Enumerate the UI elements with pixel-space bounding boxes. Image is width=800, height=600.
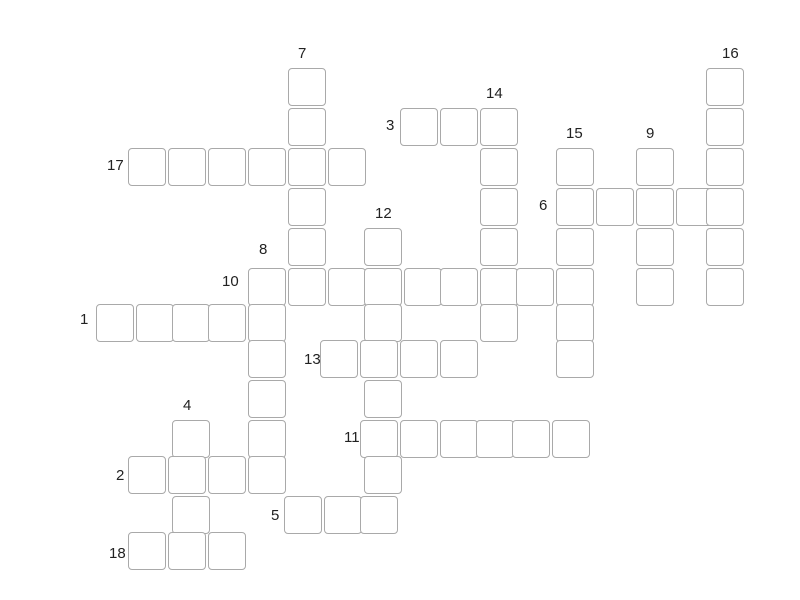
crossword-cell[interactable]: [248, 340, 286, 378]
crossword-cell[interactable]: [440, 108, 478, 146]
crossword-cell[interactable]: [706, 108, 744, 146]
crossword-cell[interactable]: [288, 148, 326, 186]
crossword-cell[interactable]: [400, 340, 438, 378]
crossword-cell[interactable]: [96, 304, 134, 342]
crossword-cell[interactable]: [208, 532, 246, 570]
clue-number: 2: [116, 467, 125, 484]
crossword-cell[interactable]: [636, 268, 674, 306]
crossword-cell[interactable]: [208, 456, 246, 494]
crossword-cell[interactable]: [360, 340, 398, 378]
crossword-cell[interactable]: [172, 420, 210, 458]
clue-number: 4: [183, 397, 192, 414]
crossword-cell[interactable]: [512, 420, 550, 458]
crossword-cell[interactable]: [128, 456, 166, 494]
crossword-cell[interactable]: [248, 268, 286, 306]
crossword-cell[interactable]: [288, 268, 326, 306]
crossword-cell[interactable]: [404, 268, 442, 306]
clue-number: 13: [304, 351, 321, 368]
clue-number: 14: [486, 85, 503, 102]
crossword-cell[interactable]: [480, 108, 518, 146]
crossword-cell[interactable]: [440, 420, 478, 458]
clue-number: 1: [80, 311, 89, 328]
clue-number: 17: [107, 157, 124, 174]
crossword-cell[interactable]: [172, 496, 210, 534]
crossword-cell[interactable]: [128, 148, 166, 186]
crossword-cell[interactable]: [706, 188, 744, 226]
crossword-cell[interactable]: [364, 268, 402, 306]
clue-number: 9: [646, 125, 655, 142]
clue-number: 10: [222, 273, 239, 290]
clue-number: 6: [539, 197, 548, 214]
crossword-cell[interactable]: [476, 420, 514, 458]
crossword-cell[interactable]: [400, 108, 438, 146]
crossword-cell[interactable]: [552, 420, 590, 458]
clue-number: 3: [386, 117, 395, 134]
crossword-cell[interactable]: [248, 148, 286, 186]
clue-number: 18: [109, 545, 126, 562]
crossword-cell[interactable]: [208, 304, 246, 342]
clue-number: 8: [259, 241, 268, 258]
crossword-cell[interactable]: [288, 108, 326, 146]
crossword-cell[interactable]: [516, 268, 554, 306]
crossword-cell[interactable]: [556, 304, 594, 342]
crossword-cell[interactable]: [480, 304, 518, 342]
crossword-cell[interactable]: [480, 228, 518, 266]
crossword-cell[interactable]: [248, 456, 286, 494]
crossword-cell[interactable]: [324, 496, 362, 534]
crossword-cell[interactable]: [168, 148, 206, 186]
crossword-cell[interactable]: [480, 188, 518, 226]
crossword-cell[interactable]: [706, 268, 744, 306]
crossword-cell[interactable]: [248, 380, 286, 418]
crossword-cell[interactable]: [364, 380, 402, 418]
crossword-cell[interactable]: [556, 188, 594, 226]
crossword-cell[interactable]: [288, 188, 326, 226]
crossword-cell[interactable]: [556, 148, 594, 186]
clue-number: 7: [298, 45, 307, 62]
clue-number: 16: [722, 45, 739, 62]
crossword-cell[interactable]: [136, 304, 174, 342]
crossword-cell[interactable]: [320, 340, 358, 378]
crossword-cell[interactable]: [288, 228, 326, 266]
crossword-cell[interactable]: [706, 68, 744, 106]
crossword-cell[interactable]: [128, 532, 166, 570]
crossword-cell[interactable]: [440, 340, 478, 378]
crossword-cell[interactable]: [248, 420, 286, 458]
crossword-cell[interactable]: [168, 532, 206, 570]
crossword-cell[interactable]: [168, 456, 206, 494]
crossword-cell[interactable]: [440, 268, 478, 306]
crossword-cell[interactable]: [364, 304, 402, 342]
crossword-cell[interactable]: [636, 228, 674, 266]
clue-number: 11: [344, 429, 360, 446]
clue-number: 12: [375, 205, 392, 222]
crossword-cell[interactable]: [556, 228, 594, 266]
crossword-cell[interactable]: [172, 304, 210, 342]
crossword-cell[interactable]: [636, 188, 674, 226]
crossword-cell[interactable]: [556, 340, 594, 378]
crossword-cell[interactable]: [400, 420, 438, 458]
crossword-cell[interactable]: [328, 148, 366, 186]
crossword-cell[interactable]: [636, 148, 674, 186]
crossword-cell[interactable]: [364, 456, 402, 494]
crossword-cell[interactable]: [364, 228, 402, 266]
crossword-cell[interactable]: [706, 228, 744, 266]
clue-number: 5: [271, 507, 280, 524]
crossword-cell[interactable]: [556, 268, 594, 306]
crossword-cell[interactable]: [596, 188, 634, 226]
clue-number: 15: [566, 125, 583, 142]
crossword-cell[interactable]: [208, 148, 246, 186]
crossword-cell[interactable]: [288, 68, 326, 106]
crossword-cell[interactable]: [480, 148, 518, 186]
crossword-cell[interactable]: [360, 496, 398, 534]
crossword-cell[interactable]: [480, 268, 518, 306]
crossword-cell[interactable]: [284, 496, 322, 534]
crossword-cell[interactable]: [328, 268, 366, 306]
crossword-cell[interactable]: [706, 148, 744, 186]
crossword-cell[interactable]: [248, 304, 286, 342]
crossword-cell[interactable]: [360, 420, 398, 458]
